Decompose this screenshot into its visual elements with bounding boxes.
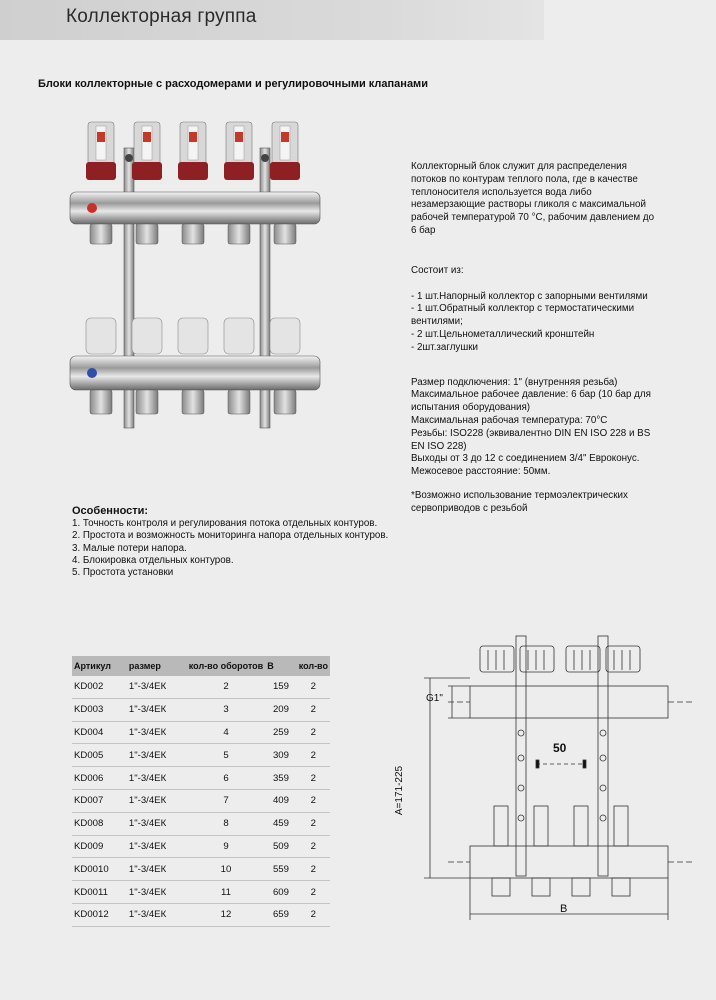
cell-size: 1"-3/4ЕК — [127, 721, 187, 744]
cell-article: KD007 — [72, 789, 127, 812]
cell-b: 259 — [265, 721, 296, 744]
cell-article: KD0011 — [72, 881, 127, 904]
cell-b: 659 — [265, 903, 296, 926]
composition-line: - 2 шт.Цельнометаллический кронштейн — [411, 328, 595, 340]
spec-line: Резьбы: ISO228 (эквивалентно DIN EN ISO 228 и BS — [411, 427, 651, 439]
desc-line: 6 бар — [411, 224, 436, 236]
note-line: *Возможно использование термоэлектрических — [411, 489, 628, 501]
table-row — [72, 767, 330, 790]
feature-item: 1. Точность контроля и регулирования потока отдельных контуров. — [72, 518, 378, 530]
spec-line: Межосевое расстояние: 50мм. — [411, 466, 551, 478]
cell-size: 1"-3/4ЕК — [127, 881, 187, 904]
dim-thread-label: G1" — [426, 693, 443, 704]
models-table — [72, 656, 330, 927]
table-row — [72, 858, 330, 881]
cell-article: KD009 — [72, 835, 127, 858]
cell-size: 1"-3/4ЕК — [127, 835, 187, 858]
cell-outlets: 6 — [187, 767, 265, 790]
desc-line: Коллекторный блок служит для распределения — [411, 161, 627, 172]
table-row — [72, 881, 330, 904]
cell-b: 359 — [265, 767, 296, 790]
cell-qty: 2 — [297, 789, 330, 812]
cell-qty: 2 — [297, 744, 330, 767]
page-title: Коллекторная группа — [66, 6, 257, 27]
table-body — [72, 676, 330, 926]
composition-line: - 1 шт.Напорный коллектор с запорными вентилями — [411, 290, 648, 302]
table-row — [72, 812, 330, 835]
cell-size: 1"-3/4ЕК — [127, 812, 187, 835]
cell-article: KD005 — [72, 744, 127, 767]
spec-line: EN ISO 228) — [411, 440, 467, 452]
table-row — [72, 789, 330, 812]
cell-article: KD003 — [72, 698, 127, 721]
cell-b: 209 — [265, 698, 296, 721]
cell-outlets: 8 — [187, 812, 265, 835]
composition-line: вентилями; — [411, 316, 463, 328]
cell-b: 409 — [265, 789, 296, 812]
table-header-row — [72, 656, 330, 676]
cell-b: 459 — [265, 812, 296, 835]
cell-qty: 2 — [297, 858, 330, 881]
col-header-outlets: кол-во оборотов — [187, 656, 265, 676]
cell-b: 509 — [265, 835, 296, 858]
cell-qty: 2 — [297, 881, 330, 904]
cell-outlets: 4 — [187, 721, 265, 744]
cell-article: KD002 — [72, 676, 127, 698]
cell-article: KD008 — [72, 812, 127, 835]
cell-outlets: 9 — [187, 835, 265, 858]
product-description — [411, 161, 691, 516]
cell-b: 559 — [265, 858, 296, 881]
cell-size: 1"-3/4ЕК — [127, 744, 187, 767]
spec-line: Размер подключения: 1" (внутренняя резьба) — [411, 376, 618, 388]
cell-qty: 2 — [297, 698, 330, 721]
manifold-photo — [56, 118, 356, 438]
dimension-drawing — [408, 628, 708, 928]
composition-line: - 2шт.заглушки — [411, 341, 478, 353]
cell-article: KD0012 — [72, 903, 127, 926]
table-row — [72, 835, 330, 858]
cell-outlets: 7 — [187, 789, 265, 812]
cell-size: 1"-3/4ЕК — [127, 676, 187, 698]
cell-size: 1"-3/4ЕК — [127, 767, 187, 790]
cell-b: 609 — [265, 881, 296, 904]
table-row — [72, 744, 330, 767]
col-header-article: Артикул — [72, 656, 127, 676]
col-header-size: размер — [127, 656, 187, 676]
cell-size: 1"-3/4ЕК — [127, 858, 187, 881]
feature-item: 3. Малые потери напора. — [72, 542, 187, 554]
cell-size: 1"-3/4ЕК — [127, 903, 187, 926]
cell-size: 1"-3/4ЕК — [127, 789, 187, 812]
cell-b: 159 — [265, 676, 296, 698]
composition-line: - 1 шт.Обратный коллектор с термостатическими — [411, 303, 635, 315]
feature-item: 4. Блокировка отдельных контуров. — [72, 554, 234, 566]
dim-spacing-label: 50 — [553, 741, 567, 755]
spec-line: Максимальная рабочая температура: 70°С — [411, 414, 608, 426]
note-line: сервоприводов с резьбой — [411, 502, 528, 514]
cell-qty: 2 — [297, 835, 330, 858]
cell-size: 1"-3/4ЕК — [127, 698, 187, 721]
dim-width-label: B — [560, 903, 568, 915]
table-row — [72, 698, 330, 721]
desc-line: незамерзающие растворы гликоля с максимальной — [411, 199, 646, 211]
cell-outlets: 5 — [187, 744, 265, 767]
cell-outlets: 2 — [187, 676, 265, 698]
cell-outlets: 12 — [187, 903, 265, 926]
cell-outlets: 10 — [187, 858, 265, 881]
table-row — [72, 721, 330, 744]
spec-line: Максимальное рабочее давление: 6 бар (10 бар для — [411, 389, 651, 401]
product-subtitle: Блоки коллекторные с расходомерами и регулировочными клапанами — [38, 78, 428, 90]
cell-qty: 2 — [297, 812, 330, 835]
cell-outlets: 3 — [187, 698, 265, 721]
cell-outlets: 11 — [187, 881, 265, 904]
cell-article: KD006 — [72, 767, 127, 790]
desc-line: потоков по контурам теплого пола, где в качестве — [411, 173, 638, 185]
dim-height-label: A=171-225 — [394, 765, 406, 816]
col-header-b: В — [265, 656, 296, 676]
cell-b: 309 — [265, 744, 296, 767]
cell-qty: 2 — [297, 903, 330, 926]
desc-line: теплоносителя используется вода либо — [411, 186, 592, 198]
table-row — [72, 903, 330, 926]
features-block — [72, 505, 452, 579]
feature-item: 2. Простота и возможность мониторинга напора отдельных контуров. — [72, 530, 389, 542]
spec-line: испытания оборудования) — [411, 402, 531, 414]
features-title: Особенности: — [72, 505, 149, 517]
cell-qty: 2 — [297, 676, 330, 698]
cell-article: KD0010 — [72, 858, 127, 881]
col-header-qty: кол-во — [297, 656, 330, 676]
table-row — [72, 676, 330, 698]
cell-article: KD004 — [72, 721, 127, 744]
cell-qty: 2 — [297, 767, 330, 790]
feature-item: 5. Простота установки — [72, 567, 174, 579]
composition-title: Состоит из: — [411, 264, 464, 276]
desc-line: рабочей температурой 70 °С, рабочим давлением до — [411, 212, 655, 224]
spec-line: Выходы от 3 до 12 с соединением 3/4" Евроконус. — [411, 453, 640, 465]
cell-qty: 2 — [297, 721, 330, 744]
